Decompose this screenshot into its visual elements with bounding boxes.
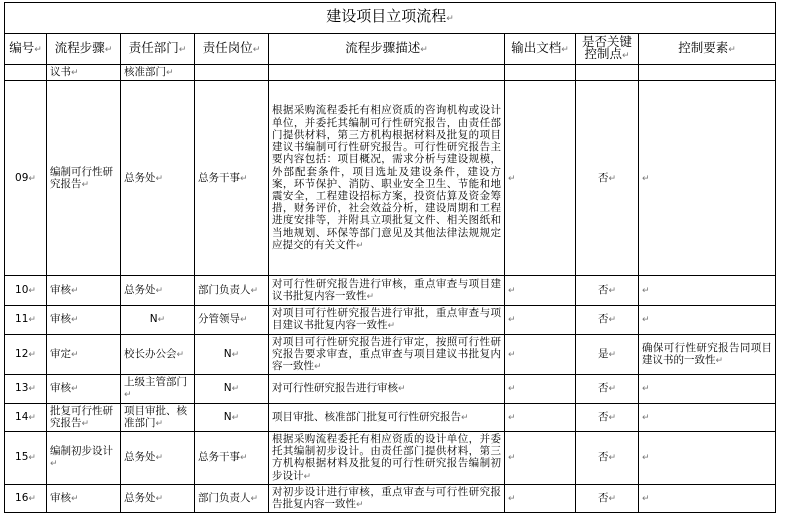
- cell-dept: 上级主管部门↵: [121, 375, 195, 403]
- header-key: 是否关键控制点↵: [576, 34, 639, 65]
- cell-post: [195, 65, 269, 81]
- cell-dept: 核准部门↵: [121, 65, 195, 81]
- table-title: 建设项目立项流程↵: [5, 3, 776, 34]
- cell-key: 否↵: [576, 375, 639, 403]
- continuation-row: [5, 65, 776, 81]
- cell-desc: 根据采购流程委托有相应资质的设计单位，并委托其编制初步设计。由责任部门提供材料，第三方机构根据材料及批复的可行性研究报告编制初步设计↵: [269, 432, 505, 485]
- table-row: [5, 81, 776, 276]
- cell-post: 分管领导↵: [195, 306, 269, 334]
- cell-key: 否↵: [576, 484, 639, 512]
- cell-desc: 对可行性研究报告进行审核，重点审查与项目建议书批复内容一致性↵: [269, 276, 505, 306]
- cell-ctrl: ↵: [639, 432, 776, 485]
- cell-dept: N↵: [121, 306, 195, 334]
- cell-step: 编制可行性研究报告↵: [47, 81, 121, 276]
- cell-doc: ↵: [505, 306, 576, 334]
- cell-dept: 项目审批、核准部门↵: [121, 403, 195, 431]
- cell-ctrl: ↵: [639, 403, 776, 431]
- cell-ctrl: ↵: [639, 375, 776, 403]
- table-row: [5, 403, 776, 431]
- cell-post: 部门负责人↵: [195, 276, 269, 306]
- cell-doc: ↵: [505, 432, 576, 485]
- cell-step: 编制初步设计↵: [47, 432, 121, 485]
- header-row: [5, 34, 776, 65]
- cell-ctrl: ↵: [639, 81, 776, 276]
- cell-doc: ↵: [505, 484, 576, 512]
- cell-step: 审核↵: [47, 306, 121, 334]
- cell-key: 否↵: [576, 81, 639, 276]
- cell-doc: ↵: [505, 276, 576, 306]
- cell-post: N↵: [195, 375, 269, 403]
- cell-desc: 对初步设计进行审核，重点审查与可行性研究报告批复内容一致性↵: [269, 484, 505, 512]
- cell-no: 16↵: [5, 484, 47, 512]
- cell-key: 否↵: [576, 306, 639, 334]
- cell-dept: 校长办公会↵: [121, 334, 195, 375]
- cell-desc: 对项目可行性研究报告进行审批，重点审查与项目建议书批复内容一致性↵: [269, 306, 505, 334]
- header-dept: 责任部门↵: [121, 34, 195, 65]
- cell-no: [5, 65, 47, 81]
- cell-doc: ↵: [505, 375, 576, 403]
- header-doc: 输出文档↵: [505, 34, 576, 65]
- cell-doc: ↵: [505, 81, 576, 276]
- table-row: [5, 306, 776, 334]
- cell-desc: 对项目可行性研究报告进行审定，按照可行性研究报告要求审查，重点审查与项目建议书批复内容一致性↵: [269, 334, 505, 375]
- cell-desc: [269, 65, 505, 81]
- cell-ctrl: ↵: [639, 306, 776, 334]
- cell-ctrl: ↵: [639, 276, 776, 306]
- cell-post: 总务干事↵: [195, 432, 269, 485]
- cell-no: 13↵: [5, 375, 47, 403]
- cell-key: 否↵: [576, 276, 639, 306]
- cell-step: 审核↵: [47, 484, 121, 512]
- flow-table: [4, 2, 776, 513]
- cell-desc: 项目审批、核准部门批复可行性研究报告↵: [269, 403, 505, 431]
- cell-ctrl: [639, 65, 776, 81]
- cell-post: N↵: [195, 334, 269, 375]
- cell-key: [576, 65, 639, 81]
- header-desc: 流程步骤描述↵: [269, 34, 505, 65]
- flow-document: [4, 2, 775, 513]
- table-row: [5, 375, 776, 403]
- header-ctrl: 控制要素↵: [639, 34, 776, 65]
- cell-no: 09↵: [5, 81, 47, 276]
- cell-doc: ↵: [505, 334, 576, 375]
- cell-step: 审核↵: [47, 276, 121, 306]
- cell-key: 否↵: [576, 403, 639, 431]
- cell-no: 11↵: [5, 306, 47, 334]
- cell-key: 是↵: [576, 334, 639, 375]
- cell-no: 15↵: [5, 432, 47, 485]
- cell-step: 议书↵: [47, 65, 121, 81]
- header-step: 流程步骤↵: [47, 34, 121, 65]
- cell-post: N↵: [195, 403, 269, 431]
- cell-no: 10↵: [5, 276, 47, 306]
- cell-key: 否↵: [576, 432, 639, 485]
- table-row: [5, 432, 776, 485]
- header-post: 责任岗位↵: [195, 34, 269, 65]
- table-row: [5, 484, 776, 512]
- cell-step: 审核↵: [47, 375, 121, 403]
- cell-step: 批复可行性研究报告↵: [47, 403, 121, 431]
- cell-ctrl: ↵: [639, 484, 776, 512]
- table-row: [5, 334, 776, 375]
- cell-dept: 总务处↵: [121, 276, 195, 306]
- cell-desc: 根据采购流程委托有相应资质的咨询机构或设计单位，并委托其编制可行性研究报告，由责任部门提供材料，第三方机构根据材料及批复的项目建议书编制可行性研究报告。可行性研究报告主要内容包括：项目概况，需求分析与建设规模，外部配套条件，项目选址及建设条件，建设方案，环节保护、消防、职业安全卫生、节能和地震安全，工程建设招标方案，投资估算及资金筹措，财务评价，社会效益分析，建设周期和工程进度安排等，并附具立项批复文件、相关图纸和当地规划、环保等部门意见及其他法律法规规定应提交的有关文件↵: [269, 81, 505, 276]
- cell-dept: 总务处↵: [121, 81, 195, 276]
- cell-desc: 对可行性研究报告进行审核↵: [269, 375, 505, 403]
- cell-post: 部门负责人↵: [195, 484, 269, 512]
- header-no: 编号↵: [5, 34, 47, 65]
- cell-dept: 总务处↵: [121, 484, 195, 512]
- cell-doc: ↵: [505, 403, 576, 431]
- cell-no: 14↵: [5, 403, 47, 431]
- cell-doc: [505, 65, 576, 81]
- cell-post: 总务干事↵: [195, 81, 269, 276]
- cell-ctrl: 确保可行性研究报告同项目建议书的一致性↵: [639, 334, 776, 375]
- table-row: [5, 276, 776, 306]
- cell-no: 12↵: [5, 334, 47, 375]
- cell-dept: 总务处↵: [121, 432, 195, 485]
- cell-step: 审定↵: [47, 334, 121, 375]
